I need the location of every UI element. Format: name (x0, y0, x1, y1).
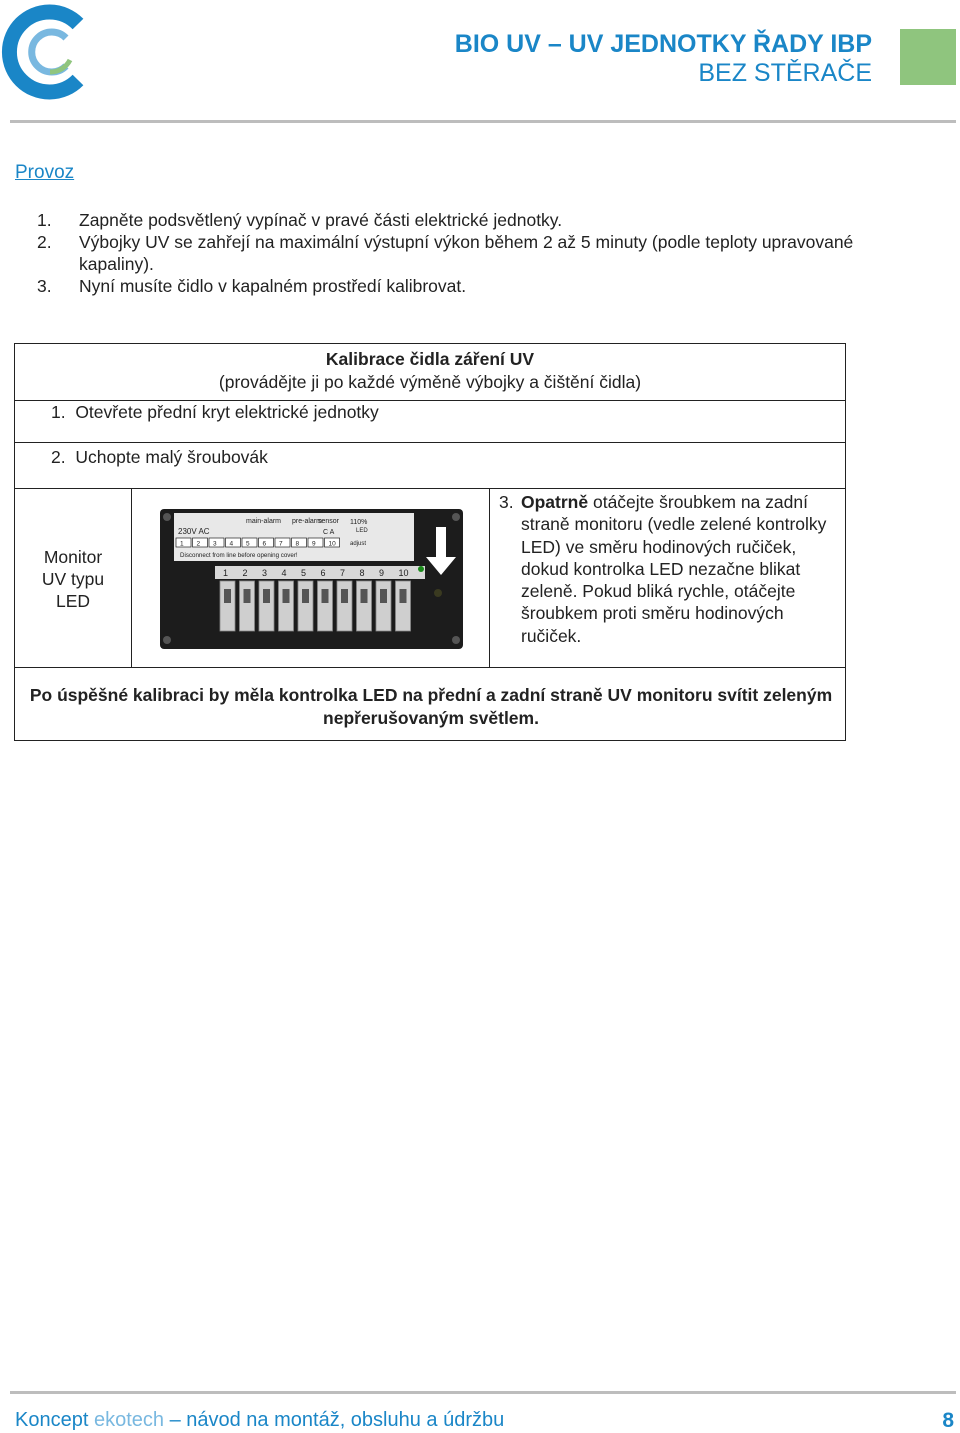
terminal-clamp (396, 581, 411, 631)
terminal-slot (263, 589, 270, 603)
terminal-clamp (220, 581, 235, 631)
footer-divider (10, 1391, 956, 1394)
pre-alarm-label: pre-alarm (292, 518, 322, 525)
table-divider (131, 488, 132, 667)
document-title (455, 30, 872, 88)
calibration-step-1: 1. Otevřete přední kryt elektrické jednotky (51, 402, 379, 422)
uv-monitor-photo (160, 509, 463, 649)
terminal-number: 1 (180, 540, 184, 548)
header-divider (10, 120, 956, 123)
adjust-label: adjust (350, 541, 367, 547)
step-number: 2. (37, 232, 52, 252)
led-label: LED (356, 528, 368, 534)
terminal-number: 8 (359, 568, 365, 578)
table-divider (489, 488, 490, 667)
terminal-slot (302, 589, 309, 603)
terminal-slot (341, 589, 348, 603)
terminal-number: 7 (340, 568, 346, 578)
calibration-title: Kalibrace čidla záření UV (325, 349, 535, 369)
terminal-clamp (357, 581, 372, 631)
calibration-step-2: 2. Uchopte malý šroubovák (51, 447, 268, 467)
terminal-number: 2 (196, 540, 201, 548)
terminal-slot (380, 589, 387, 603)
terminal-number: 4 (229, 540, 234, 548)
footer-brand: Koncept (15, 1409, 89, 1431)
list-item (37, 275, 867, 297)
page-number: 8 (942, 1409, 954, 1432)
list-item (37, 209, 867, 231)
terminal-clamp (240, 581, 255, 631)
company-logo (0, 2, 92, 102)
terminal-number: 6 (262, 540, 267, 548)
list-item (37, 231, 867, 275)
calibration-step-3 (499, 491, 844, 647)
terminal-clamp (279, 581, 294, 631)
terminal-number: 6 (320, 568, 326, 578)
warning-label: Disconnect from line before opening cover! (180, 552, 298, 559)
percent-label: 110% (350, 519, 368, 526)
terminal-number: 5 (246, 540, 250, 548)
terminal-number: 7 (279, 540, 283, 548)
table-divider (15, 667, 845, 668)
terminal-number: 1 (223, 568, 229, 578)
monitor-label: Monitor UV typu LED (41, 547, 105, 611)
terminal-clamp (259, 581, 274, 631)
table-divider (15, 488, 845, 489)
operation-steps (37, 209, 867, 297)
terminal-slot (400, 589, 407, 603)
terminal-slot (361, 589, 368, 603)
terminal-number: 5 (301, 568, 307, 578)
terminal-clamp (337, 581, 352, 631)
step-number: 1. (37, 210, 52, 230)
step-body: otáčejte šroubkem na zadní straně monitoru (vedle zelené kontrolky LED) ve směru hodinových ručiček, dokud kontrolka LED nezačne blikat zeleně. Pokud bliká rychle, otáčejte šroubkem proti směru hodinových ručiček. (521, 492, 827, 646)
footer-text (15, 1409, 504, 1432)
brand-square (900, 29, 956, 85)
table-divider (15, 400, 845, 401)
step-text: Zapněte podsvětlený vypínač v pravé části elektrické jednotky. (79, 210, 563, 230)
terminal-number: 9 (312, 540, 316, 548)
terminal-slot (224, 589, 231, 603)
sensor-label: sensor (318, 518, 340, 525)
terminal-clamp (298, 581, 313, 631)
terminal-number: 2 (242, 568, 248, 578)
main-alarm-label: main-alarm (246, 518, 282, 525)
step-number: 3. (37, 276, 52, 296)
terminal-number: 10 (398, 568, 409, 578)
footer-rest: – návod na montáž, obsluhu a údržbu (169, 1409, 505, 1431)
footer-brand-light: ekotech (93, 1409, 165, 1431)
step-text: Nyní musíte čidlo v kapalném prostředí kalibrovat. (79, 276, 467, 296)
step-number: 3. (499, 492, 514, 512)
calibration-final-note: Po úspěšné kalibraci by měla kontrolka LED na přední a zadní straně UV monitoru svítit zeleným nepřerušovaným světlem. (29, 685, 833, 728)
table-divider (15, 442, 845, 443)
section-title: Provoz (15, 162, 75, 183)
terminal-number: 3 (262, 568, 268, 578)
terminal-slot (244, 589, 251, 603)
title-line-1: BIO UV – UV JEDNOTKY ŘADY IBP (454, 30, 872, 58)
calibration-header (15, 348, 845, 394)
terminal-number: 10 (328, 540, 336, 548)
step-text (499, 491, 844, 647)
terminal-number: 3 (213, 540, 217, 548)
terminal-number: 8 (295, 540, 300, 548)
terminal-clamp (318, 581, 333, 631)
supply-label: 230V AC (178, 527, 210, 536)
terminal-slot (283, 589, 290, 603)
calibration-subtitle: (provádějte ji po každé výměně výbojky a čištění čidla) (218, 372, 642, 392)
terminal-slot (322, 589, 329, 603)
terminal-clamp (376, 581, 391, 631)
step-text: Výbojky UV se zahřejí na maximální výstupní výkon během 2 až 5 minuty (podle teploty upravované kapaliny). (79, 232, 854, 274)
terminal-number: 4 (281, 568, 287, 578)
title-line-2: BEZ STĚRAČE (698, 59, 872, 87)
step-emphasis: Opatrně (521, 492, 589, 512)
c-a-label: C A (323, 529, 335, 536)
terminal-number: 9 (379, 568, 385, 578)
